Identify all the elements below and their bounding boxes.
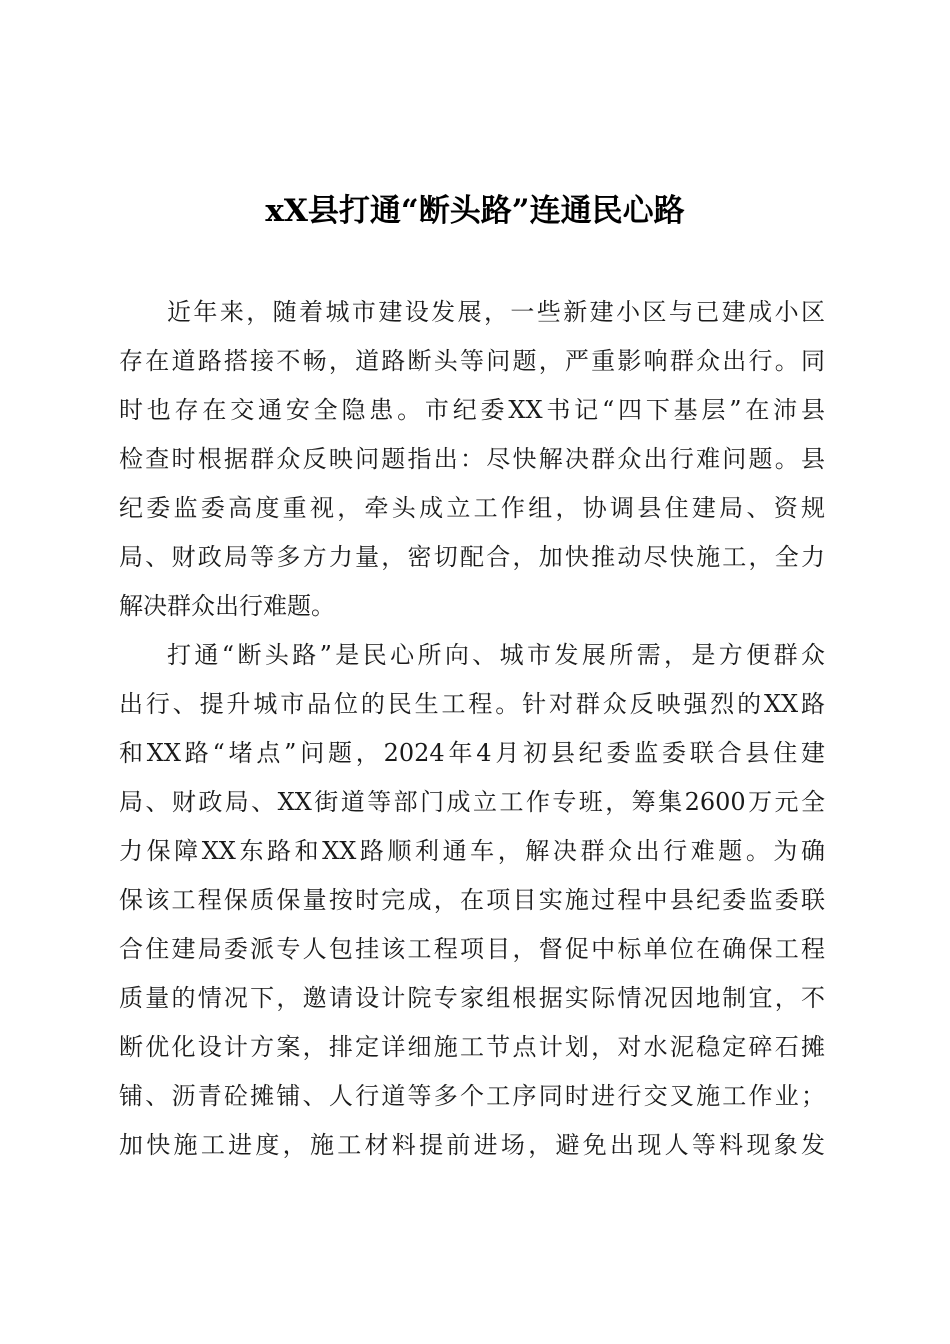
- paragraph-line: 存在道路搭接不畅，道路断头等问题，严重影响群众出行。同: [119, 347, 825, 375]
- paragraph-line: 纪委监委高度重视，牵头成立工作组，协调县住建局、资规: [119, 494, 825, 522]
- paragraph-2: [119, 633, 825, 1221]
- paragraph-line: 打通“断头路”是民心所向、城市发展所需，是方便群众: [167, 641, 825, 669]
- document-body: [119, 290, 825, 1221]
- paragraph-line: 保该工程保质保量按时完成，在项目实施过程中县纪委监委联: [119, 886, 825, 914]
- paragraph-line: 检查时根据群众反映问题指出：尽快解决群众出行难问题。县: [119, 445, 825, 473]
- paragraph-line: 断优化设计方案，排定详细施工节点计划，对水泥稳定碎石摊: [119, 1033, 825, 1061]
- paragraph-line: 质量的情况下，邀请设计院专家组根据实际情况因地制宜，不: [119, 984, 825, 1012]
- paragraph-line: 局、财政局等多方力量，密切配合，加快推动尽快施工，全力: [119, 543, 825, 571]
- paragraph-line: 力保障XX东路和XX路顺利通车，解决群众出行难题。为确: [119, 837, 825, 865]
- document-title: xX县打通“断头路”连通民心路: [265, 193, 685, 229]
- paragraph-line: 加快施工进度，施工材料提前进场，避免出现人等料现象发: [119, 1131, 825, 1159]
- paragraph-line: 合住建局委派专人包挂该工程项目，督促中标单位在确保工程: [119, 935, 825, 963]
- paragraph-line: 局、财政局、XX街道等部门成立工作专班，筹集2600万元全: [119, 788, 825, 816]
- paragraph-line: 出行、提升城市品位的民生工程。针对群众反映强烈的XX路: [119, 690, 825, 718]
- paragraph-line: 和XX路“堵点”问题，2024年4月初县纪委监委联合县住建: [119, 739, 825, 767]
- paragraph-line: 近年来，随着城市建设发展，一些新建小区与已建成小区: [167, 298, 825, 326]
- paragraph-line: 解决群众出行难题。: [119, 592, 335, 620]
- paragraph-1: [119, 290, 825, 633]
- paragraph-line: 铺、沥青砼摊铺、人行道等多个工序同时进行交叉施工作业；: [119, 1082, 825, 1110]
- paragraph-line: [119, 1172, 825, 1221]
- paragraph-line: 时也存在交通安全隐患。市纪委XX书记“四下基层”在沛县: [119, 396, 825, 424]
